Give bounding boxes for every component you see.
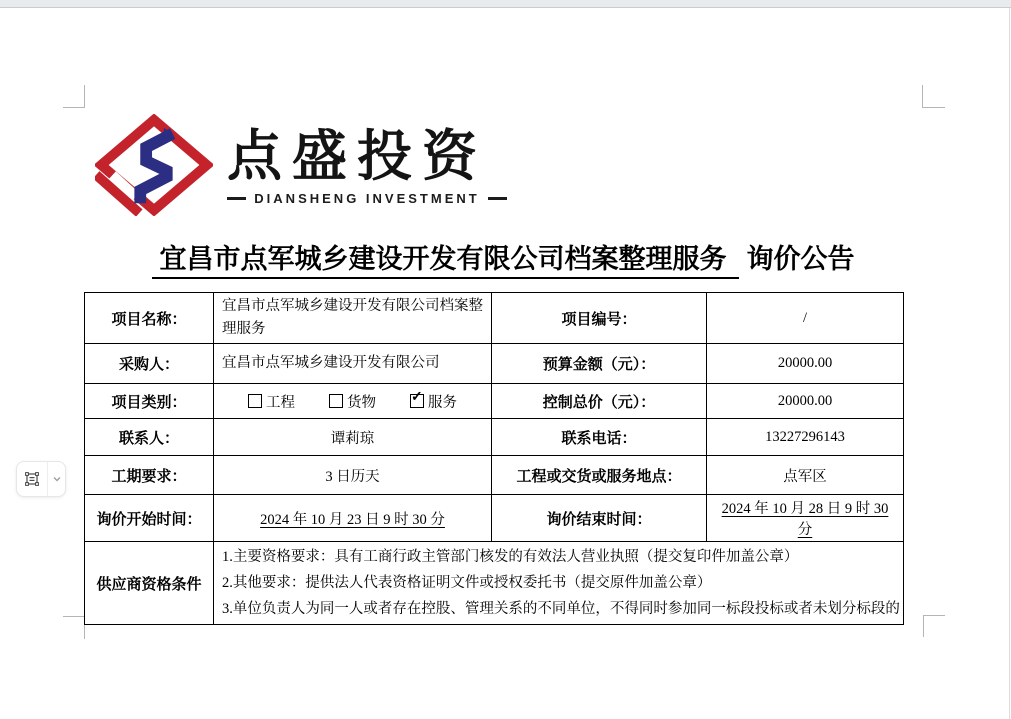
qualification-line-1: 1.主要资格要求：具有工商行政主管部门核发的有效法人营业执照（提交复印件加盖公章）	[222, 549, 799, 565]
inquiry-end-value: 2024 年 10 月 28 日 9 时 30 分	[707, 495, 904, 542]
table-tool-dropdown[interactable]	[48, 462, 65, 496]
logo-diamond-icon	[95, 114, 213, 216]
inquiry-info-table	[84, 292, 904, 625]
project-name-value: 宜昌市点军城乡建设开发有限公司档案整理服务	[214, 293, 492, 344]
table-row	[85, 384, 904, 419]
budget-label: 预算金额（元）：	[492, 344, 707, 384]
control-price-label: 控制总价（元）：	[492, 384, 707, 419]
table-row	[85, 344, 904, 384]
table-row	[85, 495, 904, 542]
duration-value: 3 日历天	[214, 456, 492, 495]
inquiry-start-value: 2024 年 10 月 23 日 9 时 30 分	[214, 495, 492, 542]
project-category-options	[214, 384, 492, 419]
window-top-band	[0, 0, 1011, 8]
margin-mark-top-right	[922, 85, 923, 107]
project-number-value: /	[707, 293, 904, 344]
margin-mark-bottom-right	[923, 615, 945, 616]
contact-person-value: 谭莉琼	[214, 419, 492, 456]
option-huowu[interactable]: 货物	[329, 391, 376, 412]
chevron-down-icon	[52, 474, 62, 484]
page-title-suffix: 询价公告	[746, 244, 855, 274]
company-logo	[95, 114, 507, 216]
table-row	[85, 542, 904, 625]
margin-mark-top-left	[63, 107, 85, 108]
supplier-qualification-content	[214, 542, 904, 625]
purchaser-value: 宜昌市点军城乡建设开发有限公司	[214, 344, 492, 384]
table-select-icon	[24, 471, 40, 487]
margin-mark-top-left	[84, 85, 85, 107]
supplier-qualification-label: 供应商资格条件	[85, 542, 214, 625]
brand-rule-left	[227, 197, 246, 200]
page-title	[84, 237, 922, 276]
margin-mark-bottom-right	[923, 615, 924, 637]
margin-mark-bottom-left	[63, 616, 85, 617]
table-row	[85, 293, 904, 344]
contact-phone-label: 联系电话：	[492, 419, 707, 456]
page-title-underlined: 宜昌市点军城乡建设开发有限公司档案整理服务	[152, 244, 739, 279]
table-row	[85, 419, 904, 456]
option-gongcheng[interactable]: 工程	[248, 391, 295, 412]
inquiry-end-label: 询价结束时间：	[492, 495, 707, 542]
purchaser-label: 采购人：	[85, 344, 214, 384]
project-number-label: 项目编号：	[492, 293, 707, 344]
brand-name-en: DIANSHENG INVESTMENT	[254, 190, 480, 206]
contact-person-label: 联系人：	[85, 419, 214, 456]
duration-label: 工期要求：	[85, 456, 214, 495]
qualification-line-2: 2.其他要求：提供法人代表资格证明文件或授权委托书（提交原件加盖公章）	[222, 575, 712, 591]
inquiry-start-label: 询价开始时间：	[85, 495, 214, 542]
checkbox-checked-icon[interactable]: ✓	[410, 394, 424, 408]
project-name-label: 项目名称：	[85, 293, 214, 344]
brand-rule-right	[488, 197, 507, 200]
qualification-line-3: 3.单位负责人为同一人或者存在控股、管理关系的不同单位，不得同时参加同一标段投标或者未划分标段的	[222, 601, 900, 617]
delivery-place-value: 点军区	[707, 456, 904, 495]
margin-mark-top-right	[922, 107, 945, 108]
table-row	[85, 456, 904, 495]
window-right-border	[1009, 8, 1010, 719]
checkbox-unchecked-icon[interactable]	[329, 394, 343, 408]
option-fuwu[interactable]: ✓ 服务	[411, 390, 457, 411]
brand-name-cn: 点盛投资	[227, 124, 488, 187]
table-select-button[interactable]	[17, 462, 48, 496]
budget-value: 20000.00	[707, 344, 904, 384]
contact-phone-value: 13227296143	[707, 419, 904, 456]
project-category-label: 项目类别：	[85, 384, 214, 419]
table-tool-button[interactable]	[16, 461, 66, 497]
delivery-place-label: 工程或交货或服务地点：	[492, 456, 707, 495]
control-price-value: 20000.00	[707, 384, 904, 419]
checkbox-unchecked-icon[interactable]	[248, 394, 262, 408]
